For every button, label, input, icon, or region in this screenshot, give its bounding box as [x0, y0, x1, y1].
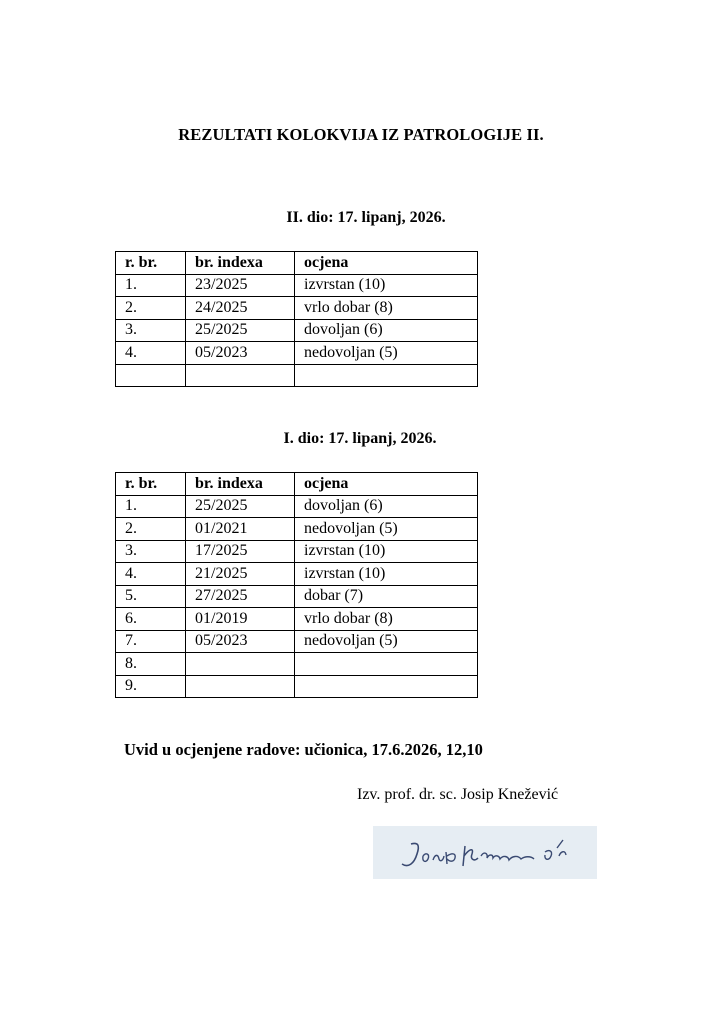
column-header-grade: ocjena: [295, 473, 478, 496]
table-body: [116, 274, 478, 387]
table-row: [116, 274, 478, 297]
cell-grade: vrlo dobar (8): [295, 608, 478, 631]
cell-index: 05/2023: [186, 342, 295, 365]
table-row: [116, 675, 478, 698]
cell-rbr: 4.: [116, 342, 186, 365]
table-row: [116, 585, 478, 608]
cell-grade: izvrstan (10): [295, 540, 478, 563]
signatory-name: Izv. prof. dr. sc. Josip Knežević: [357, 786, 559, 803]
cell-grade: nedovoljan (5): [295, 342, 478, 365]
cell-rbr: 9.: [116, 675, 186, 698]
cell-index: 17/2025: [186, 540, 295, 563]
cell-rbr: 4.: [116, 563, 186, 586]
table-row: [116, 342, 478, 365]
table-row: [116, 653, 478, 676]
table-row: [116, 518, 478, 541]
column-header-index: br. indexa: [186, 252, 295, 275]
cell-index: [186, 653, 295, 676]
cell-grade: dovoljan (6): [295, 319, 478, 342]
review-note: Uvid u ocjenjene radove: učionica, 17.6.2026, 12,10: [124, 740, 483, 759]
cell-rbr: 1.: [116, 274, 186, 297]
cell-index: 01/2021: [186, 518, 295, 541]
cell-rbr: [116, 364, 186, 387]
cell-rbr: 6.: [116, 608, 186, 631]
cell-grade: [295, 653, 478, 676]
column-header-rbr: r. br.: [116, 473, 186, 496]
cell-index: 05/2023: [186, 630, 295, 653]
cell-index: 25/2025: [186, 319, 295, 342]
results-table-part-2: [115, 251, 478, 387]
table-row: [116, 364, 478, 387]
cell-rbr: 2.: [116, 297, 186, 320]
cell-index: 23/2025: [186, 274, 295, 297]
cell-grade: [295, 675, 478, 698]
table-row: [116, 630, 478, 653]
section-heading-part-1: I. dio: 17. lipanj, 2026.: [283, 430, 437, 447]
table-row: [116, 319, 478, 342]
column-header-index: br. indexa: [186, 473, 295, 496]
column-header-rbr: r. br.: [116, 252, 186, 275]
cell-rbr: 1.: [116, 495, 186, 518]
cell-rbr: 3.: [116, 319, 186, 342]
table-row: [116, 495, 478, 518]
cell-grade: dobar (7): [295, 585, 478, 608]
cell-rbr: 7.: [116, 630, 186, 653]
cell-index: 25/2025: [186, 495, 295, 518]
cell-grade: nedovoljan (5): [295, 630, 478, 653]
cell-index: 27/2025: [186, 585, 295, 608]
cell-grade: izvrstan (10): [295, 274, 478, 297]
cell-index: [186, 364, 295, 387]
cell-grade: izvrstan (10): [295, 563, 478, 586]
table-row: [116, 297, 478, 320]
cell-rbr: 2.: [116, 518, 186, 541]
column-header-grade: ocjena: [295, 252, 478, 275]
cell-grade: [295, 364, 478, 387]
table-row: [116, 563, 478, 586]
cell-index: 21/2025: [186, 563, 295, 586]
section-heading-part-2: II. dio: 17. lipanj, 2026.: [286, 209, 446, 226]
table-header-row: [116, 473, 478, 496]
cell-rbr: 8.: [116, 653, 186, 676]
cell-rbr: 3.: [116, 540, 186, 563]
cell-grade: dovoljan (6): [295, 495, 478, 518]
cell-index: [186, 675, 295, 698]
cell-rbr: 5.: [116, 585, 186, 608]
cell-grade: vrlo dobar (8): [295, 297, 478, 320]
cell-index: 24/2025: [186, 297, 295, 320]
results-table-part-1: [115, 472, 478, 698]
table-header-row: [116, 252, 478, 275]
cell-index: 01/2019: [186, 608, 295, 631]
handwritten-signature: [373, 826, 597, 879]
table-row: [116, 540, 478, 563]
page-title: REZULTATI KOLOKVIJA IZ PATROLOGIJE II.: [178, 125, 544, 144]
table-row: [116, 608, 478, 631]
cell-grade: nedovoljan (5): [295, 518, 478, 541]
table-body: [116, 495, 478, 698]
